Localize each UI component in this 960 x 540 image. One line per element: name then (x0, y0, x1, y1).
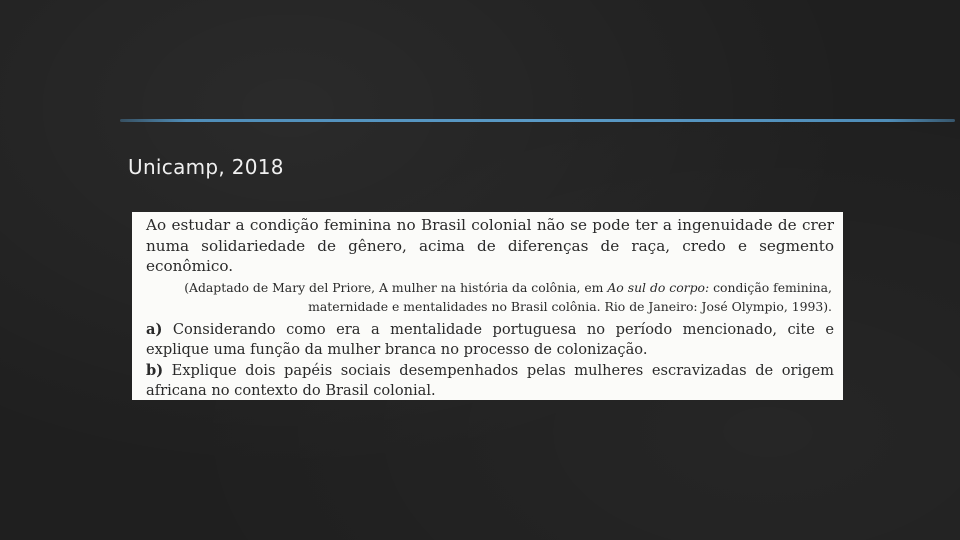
source-line1-rest: condição feminina, (709, 279, 832, 295)
question-a-text: Considerando como era a mentalidade portuguesa no período mencionado, cite e explique uma função da mulher branca no processo de colonização. (146, 320, 834, 358)
slide-subtitle: Unicamp, 2018 (128, 155, 284, 179)
question-b (146, 361, 834, 402)
source-prefix: (Adaptado de Mary del Priore, A mulher na história da colônia, em (184, 279, 608, 295)
question-b-label: b) (146, 361, 164, 379)
source-line2: maternidade e mentalidades no Brasil colônia. Rio de Janeiro: José Olympio, 1993). (308, 298, 832, 314)
accent-divider-line (120, 119, 955, 122)
question-a (146, 320, 834, 361)
source-book-title: Ao sul do corpo: (607, 279, 710, 295)
question-a-label: a) (146, 320, 163, 338)
excerpt-source (146, 278, 834, 316)
exam-excerpt-image (132, 212, 843, 400)
question-b-text: Explique dois papéis sociais desempenhados pelas mulheres escravizadas de origem africana no contexto do Brasil colonial. (146, 361, 834, 399)
excerpt-quote: Ao estudar a condição feminina no Brasil colonial não se pode ter a ingenuidade de crer numa solidariedade de gênero, acima de diferenças de raça, credo e segmento econômico. (146, 216, 834, 275)
